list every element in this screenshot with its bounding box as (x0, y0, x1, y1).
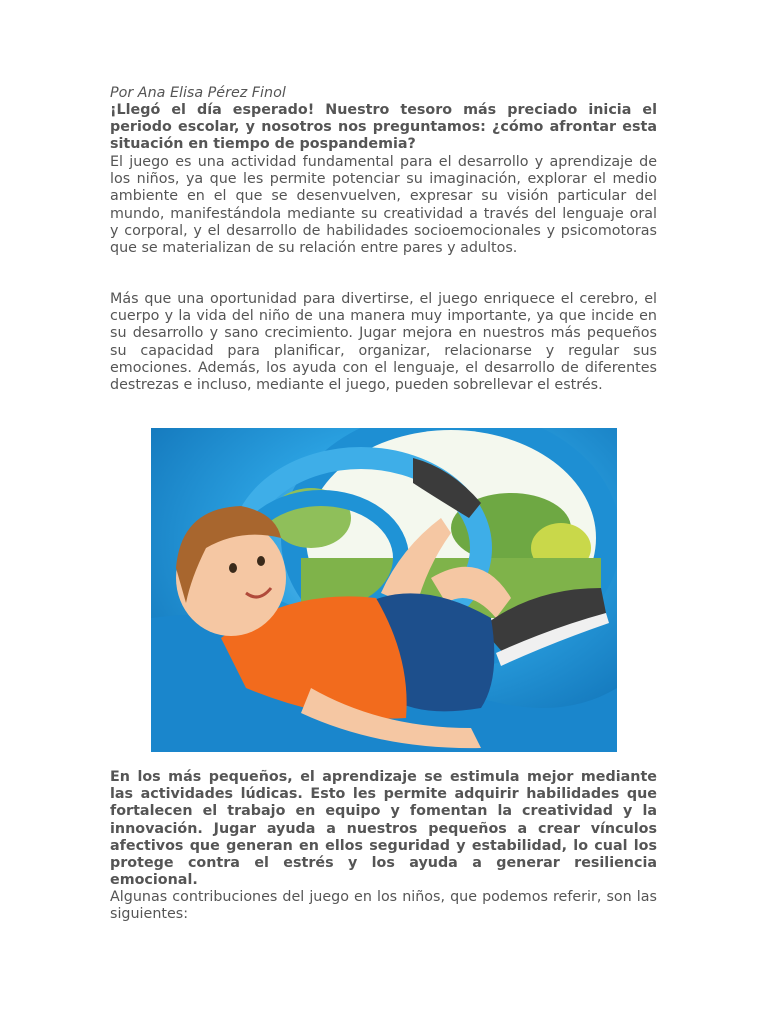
body-paragraph-2: Más que una oportunidad para divertirse, el juego enriquece el cerebro, el cuerpo y la vida del niño de una manera muy importante, ya que incide en su desarrollo y sano crecimiento. Jugar mejora en nuestros más pequeños su capacidad para planificar, organizar, relacionarse y regular sus emociones. Además, los ayuda con el lenguaje, el desarrollo de diferentes destrezas e incluso, mediante el juego, pueden sobrellevar el estrés. (110, 291, 657, 394)
author-byline: Por Ana Elisa Pérez Finol (110, 85, 286, 101)
lead-paragraph: ¡Llegó el día esperado! Nuestro tesoro más preciado inicia el periodo escolar, y nosotros nos preguntamos: ¿cómo afrontar esta situación en tiempo de pospandemia? (110, 102, 657, 153)
child-on-slide-photo (151, 428, 617, 752)
photo-illustration (151, 428, 617, 752)
body-paragraph-1: El juego es una actividad fundamental para el desarrollo y aprendizaje de los niños, ya que les permite potenciar su imaginación, explorar el medio ambiente en el que se desenvuelven, expresar su visión particular del mundo, manifestándola mediante su creatividad a través del lenguaje oral y corporal, y el desarrollo de habilidades socioemocionales y psicomotoras que se materializan de su relación entre pares y adultos. (110, 154, 657, 257)
body-paragraph-4: Algunas contribuciones del juego en los niños, que podemos referir, son las siguientes: (110, 889, 657, 923)
body-paragraph-3: En los más pequeños, el aprendizaje se estimula mejor mediante las actividades lúdicas. Esto les permite adquirir habilidades que fortalecen el trabajo en equipo y fomentan la creatividad y la innovación. Jugar ayuda a nuestros pequeños a crear vínculos afectivos que generan en ellos seguridad y estabilidad, lo cual los protege contra el estrés y los ayuda a generar resiliencia emocional. (110, 769, 657, 889)
